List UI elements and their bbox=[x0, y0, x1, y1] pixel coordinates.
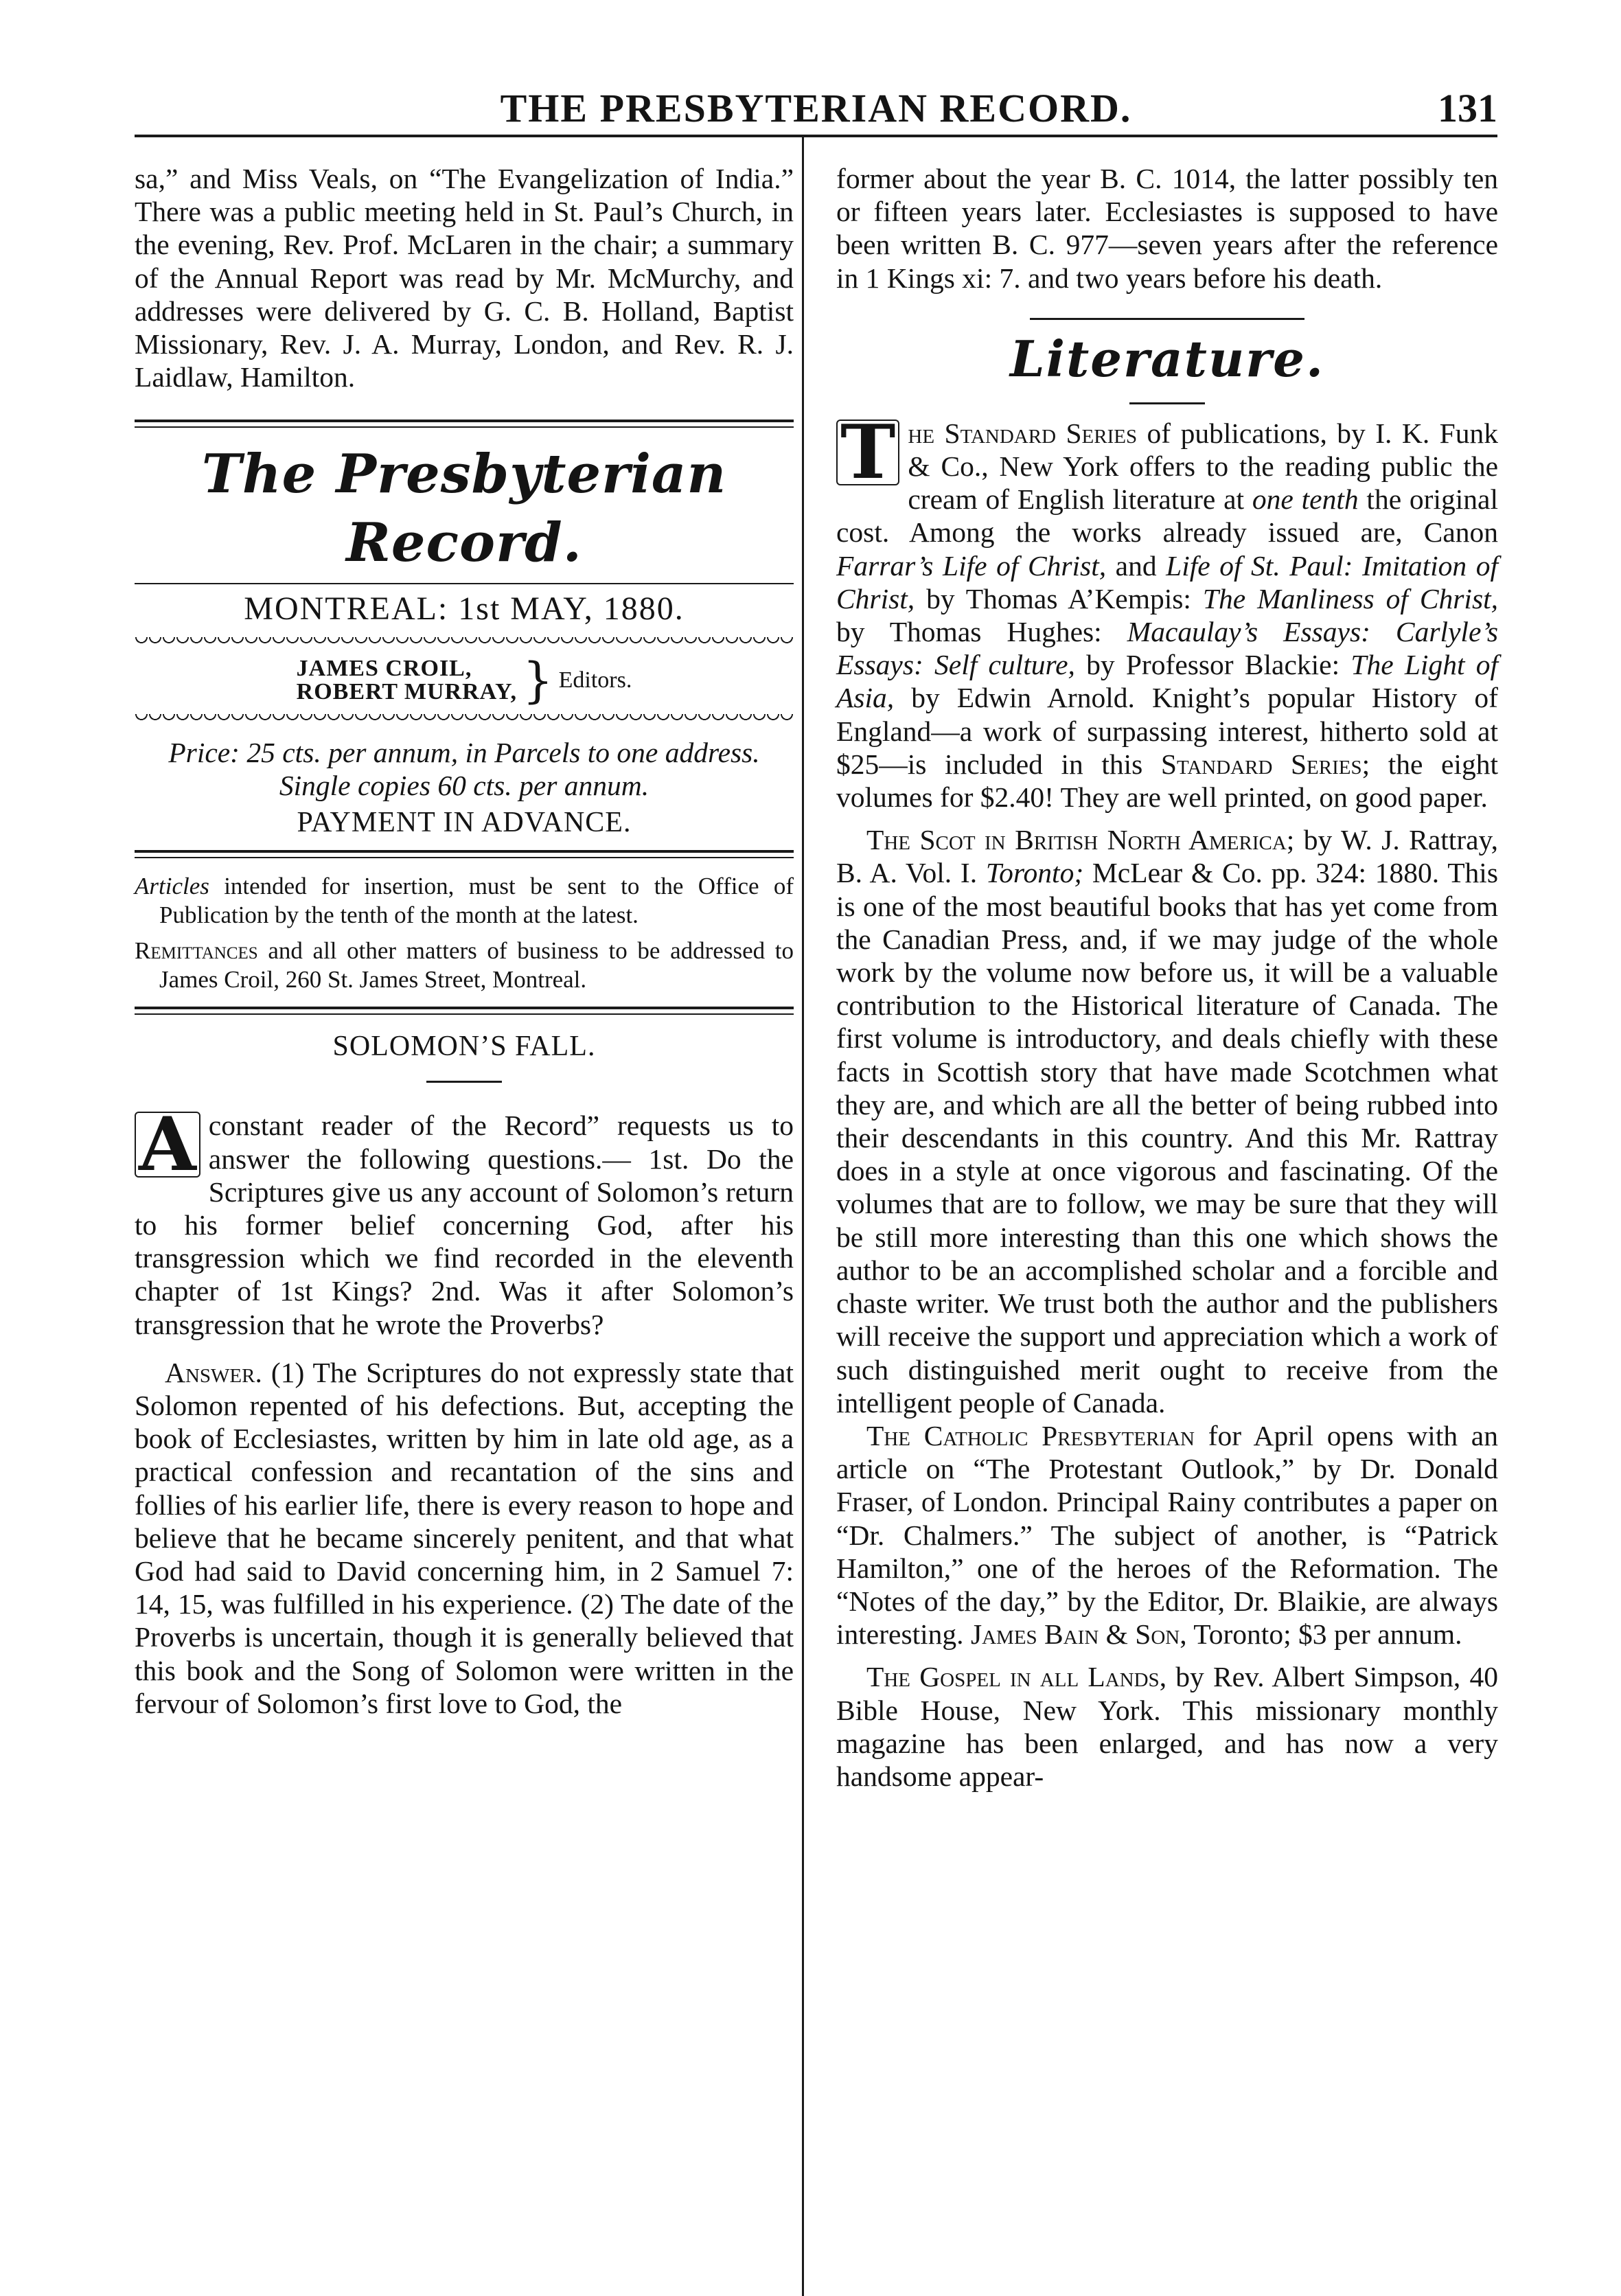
text-run: for April opens with an article on “The Protestant Outlook,” by Dr. Donald Fraser, of London. Principal Rainy contributes a paper on “Dr. Chalmers.” The subject of another, is “Patrick Hamilton,” one of the heroes of the Reformation. The “Notes of the day,” by the Editor, Dr. Blaikie, are always interesting. bbox=[836, 1419, 1498, 1651]
italic-run: The Manliness of Christ, bbox=[1202, 582, 1499, 615]
brace-icon: } bbox=[522, 652, 553, 709]
gospel-lead: The Gospel in all Lands bbox=[866, 1661, 1160, 1693]
italic-run: one tenth bbox=[1252, 483, 1359, 516]
standard-series-lead: he Standard Series bbox=[908, 417, 1138, 449]
italic-run: Toronto; bbox=[985, 857, 1084, 889]
page-number: 131 bbox=[1438, 86, 1497, 130]
editors-block bbox=[135, 652, 794, 709]
section-title-solomon: SOLOMON’S FALL. bbox=[332, 1031, 596, 1063]
answer-lead: Answer. bbox=[165, 1356, 262, 1388]
column-divider bbox=[802, 136, 804, 2296]
dropcap-t: T bbox=[836, 420, 899, 485]
running-head-title: THE PRESBYTERIAN RECORD. bbox=[500, 86, 1132, 130]
wavy-rule-bottom bbox=[135, 714, 794, 724]
left-column bbox=[135, 162, 794, 1720]
remittances-lead: Remittances bbox=[135, 937, 258, 965]
scot-paragraph bbox=[836, 823, 1498, 1419]
italic-run: Life of St. Paul: Imitation of Christ, bbox=[836, 549, 1498, 615]
text-run: , by Rev. Albert Simpson, 40 Bible House, New York. This missionary monthly magazine has been enlarged, and has now a very handsome appear- bbox=[836, 1661, 1498, 1792]
question-text: constant reader of the Record” requests us to answer the following questions.— 1st. Do the Scriptures give us any account of Solomon’s return to his former belief concerning God, after his transgression which we find recorded in the eleventh chapter of 1st Kings? 2nd. Was it after Solomon’s transgression that he wrote the Proverbs? bbox=[135, 1110, 794, 1340]
text-run: by Edwin Arnold. Knight’s popular History of England—a work of surpassing interest, hitherto sold at $25—is included in this bbox=[836, 682, 1498, 780]
intro-paragraph: sa,” and Miss Veals, on “The Evangelization of India.” There was a public meeting held in St. Paul’s Church, in the evening, Rev. Prof. McLaren in the chair; a summary of the Annual Report was read by Mr. McMurchy, and addresses were delivered by G. C. B. Holland, Baptist Missionary, Rev. J. A. Murray, London, and Rev. R. J. Laidlaw, Hamilton. bbox=[135, 163, 794, 393]
italic-run: Farrar’s Life of Christ, bbox=[836, 549, 1107, 582]
text-run: of publications, by I. K. Funk & Co., New York offers to the reading public the cream of English literature at bbox=[908, 417, 1498, 516]
wavy-rule-top bbox=[135, 637, 794, 647]
dateline: MONTREAL: 1st MAY, 1880. bbox=[244, 590, 685, 628]
price-line: Price: 25 cts. per annum, in Parcels to one address. Single copies 60 cts. per annum. bbox=[168, 736, 760, 801]
answer-text: (1) The Scriptures do not expressly state that Solomon repented of his defections. But, accepting the book of Ecclesiastes, written by him in late old age, as a practical confession and recantation of the sins and follies of his earlier life, there is every reason to hope and believe that he became sincerely penitent, and that what God had said to David concerning him, in 2 Samuel 7: 14, 15, was fulfilled in his experience. (2) The date of the Proverbs is uncertain, though it is generally believed that this book and the Song of Solomon were written in the fervour of Solomon’s first love to God, the bbox=[135, 1356, 794, 1719]
section-rule bbox=[135, 1007, 794, 1015]
text-run: by Thomas A’Kempis: bbox=[915, 582, 1203, 615]
editor-names bbox=[297, 657, 517, 704]
catholic-presbyterian-lead: The Catholic Presbyterian bbox=[866, 1419, 1195, 1451]
editors-label: Editors. bbox=[558, 667, 632, 693]
text-run: and bbox=[1106, 549, 1166, 582]
text-run: ; the eight volumes for $2.40! They are well printed, on good paper. bbox=[836, 748, 1498, 814]
head-rule bbox=[135, 135, 1497, 137]
text-run: , Toronto; $3 per annum. bbox=[1180, 1618, 1462, 1651]
masthead-rule-top bbox=[135, 420, 794, 428]
smallcaps-run: James Bain & Son bbox=[970, 1618, 1180, 1651]
text-run: by Thomas Hughes: bbox=[836, 616, 1127, 648]
articles-text: intended for insertion, must be sent to the Office of Publication by the tenth of the month at the latest. bbox=[159, 873, 794, 929]
section-title-literature: Literature. bbox=[1009, 329, 1325, 388]
right-column bbox=[836, 162, 1498, 1793]
text-run: by Professor Blackie: bbox=[1074, 649, 1351, 681]
text-run: the original cost. Among the works already issued are, Canon bbox=[836, 483, 1499, 549]
text-run: ; by W. J. Rattray, B. A. Vol. I. bbox=[836, 824, 1498, 889]
standard-series-paragraph bbox=[836, 409, 1499, 814]
scot-lead: The Scot in British North America bbox=[866, 824, 1287, 856]
italic-run: The Light of Asia, bbox=[836, 649, 1498, 714]
question-paragraph bbox=[135, 1101, 794, 1340]
continuation-paragraph: former about the year B. C. 1014, the latter possibly ten or fifteen years later. Ecclesiastes is supposed to have been written B. C. 977—seven years after the reference in 1 Kings xi: 7. and two years before his death. bbox=[836, 163, 1498, 294]
running-head bbox=[135, 81, 1497, 136]
remittances-notice bbox=[135, 937, 794, 994]
dropcap-a: A bbox=[135, 1112, 200, 1178]
editor-2: ROBERT MURRAY, bbox=[296, 678, 518, 704]
smallcaps-run: Standard Series bbox=[1160, 748, 1362, 780]
payment-notice: PAYMENT IN ADVANCE. bbox=[297, 807, 632, 839]
text-run: McLear & Co. pp. 324: 1880. This is one of the most beautiful books that has yet come from the Canadian Press, and, if we may judge of the whole work by the volume now before us, it will be a valuable contribution to the Historical literature of Canada. The first volume is introductory, and deals chiefly with these facts in Scottish story that have made Scotchmen what they are, and which are all the better of being rubbed into their descendants in this country. And this Mr. Rattray does in a style at once vigorous and fascinating. Of the volumes that are to follow, we may be sure that they will be still more interesting than this one which shows the author to be an accomplished scholar and a forcible and chaste writer. We trust both the author and the publishers will receive the support und appreciation which a work of such distinguished merit ought to receive from the intelligent people of Canada. bbox=[836, 857, 1498, 1419]
gospel-paragraph bbox=[836, 1660, 1498, 1793]
articles-notice bbox=[135, 872, 794, 930]
catholic-presbyterian-paragraph bbox=[836, 1419, 1498, 1651]
articles-lead: Articles bbox=[135, 873, 209, 900]
notice-rule bbox=[135, 850, 794, 858]
remittances-text: and all other matters of business to be addressed to James Croil, 260 St. James Street, Montreal. bbox=[159, 937, 794, 994]
answer-paragraph bbox=[135, 1356, 794, 1720]
masthead-title: The Presbyterian Record. bbox=[201, 443, 727, 575]
italic-run: Macaulay’s Essays: Carlyle’s Essays: Self culture, bbox=[836, 616, 1498, 681]
editor-1: JAMES CROIL, bbox=[296, 655, 472, 681]
